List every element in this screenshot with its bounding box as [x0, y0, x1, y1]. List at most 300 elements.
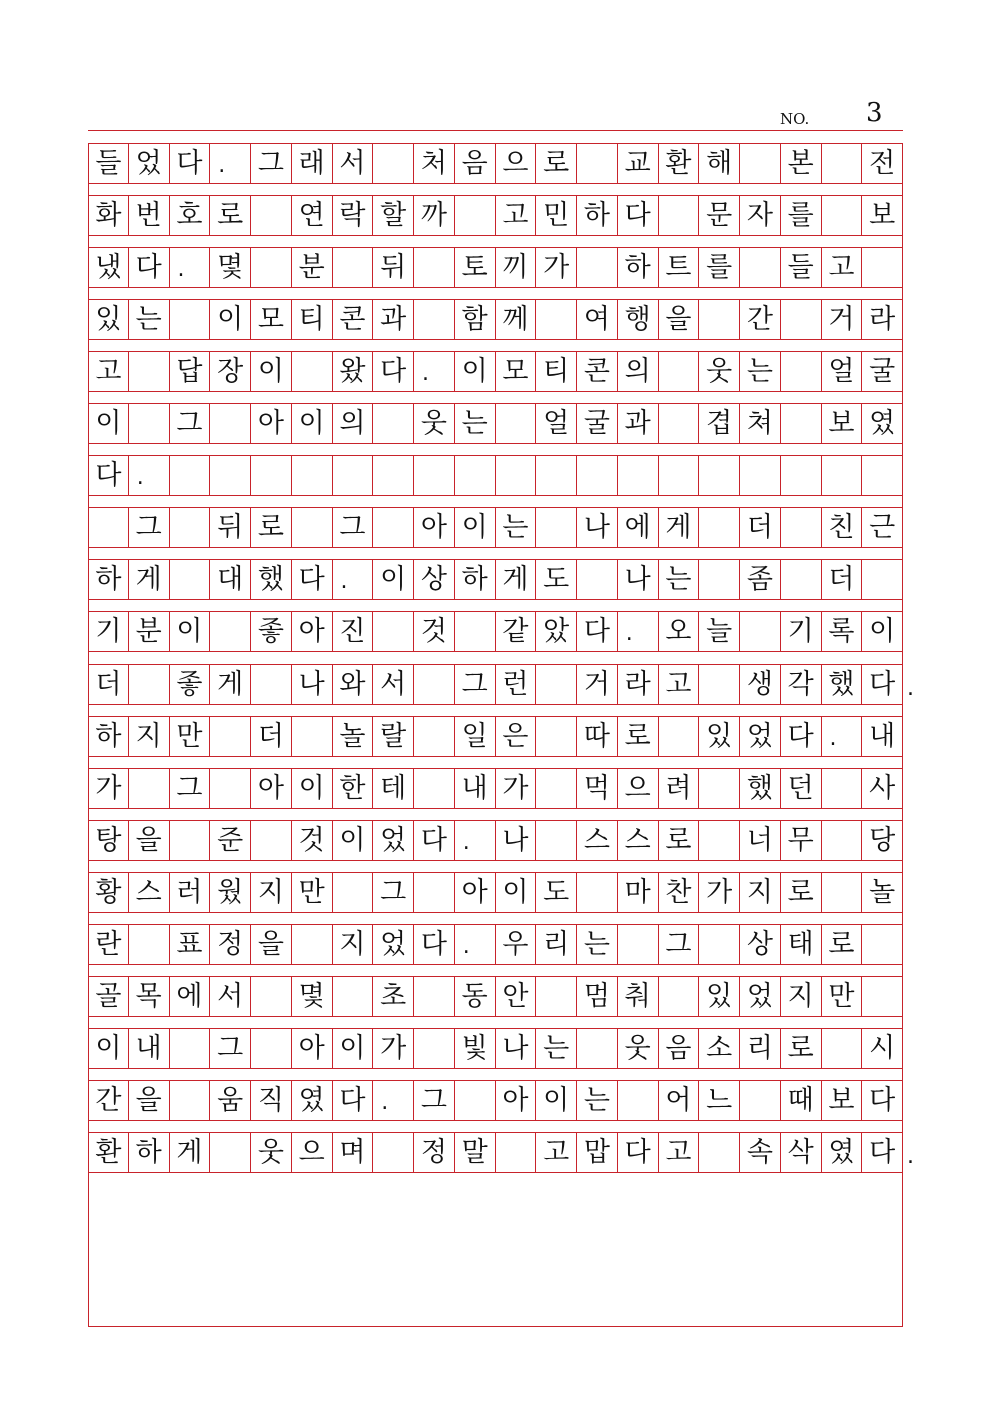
- char-cell: 웃: [251, 1133, 292, 1172]
- empty-cell: [88, 508, 129, 547]
- char-cell: 하: [88, 560, 129, 599]
- empty-cell: [251, 1029, 292, 1068]
- char-cell: 란: [88, 925, 129, 964]
- char-cell: 먹: [577, 769, 618, 808]
- char-cell: 좋: [251, 612, 292, 651]
- char-cell: 으: [618, 769, 659, 808]
- char-cell: 것: [292, 821, 333, 860]
- manuscript-row: [88, 299, 903, 340]
- char-cell: 만: [292, 873, 333, 912]
- char-cell: 웃: [699, 352, 740, 391]
- empty-cell: [577, 1029, 618, 1068]
- char-cell: 춰: [618, 977, 659, 1016]
- char-cell: 속: [740, 1133, 781, 1172]
- empty-cell: [862, 248, 903, 287]
- empty-cell: [781, 404, 822, 443]
- char-cell: 하: [88, 717, 129, 756]
- empty-cell: [781, 508, 822, 547]
- char-cell: 었: [129, 144, 170, 183]
- char-cell: 얼: [536, 404, 577, 443]
- char-cell: 초: [373, 977, 414, 1016]
- char-cell: 다: [618, 1133, 659, 1172]
- char-cell: 모: [251, 300, 292, 339]
- empty-cell: [251, 456, 292, 495]
- empty-cell: [781, 456, 822, 495]
- char-cell: .: [618, 612, 659, 651]
- char-cell: 나: [496, 821, 537, 860]
- empty-cell: [292, 456, 333, 495]
- empty-cell: [699, 925, 740, 964]
- char-cell: 로: [659, 821, 700, 860]
- char-cell: 기: [781, 612, 822, 651]
- char-cell: 겹: [699, 404, 740, 443]
- char-cell: 그: [455, 665, 496, 704]
- char-cell: 직: [251, 1081, 292, 1120]
- char-cell: 황: [88, 873, 129, 912]
- char-cell: 었: [740, 977, 781, 1016]
- char-cell: 을: [659, 300, 700, 339]
- empty-cell: [699, 665, 740, 704]
- empty-cell: [210, 1133, 251, 1172]
- char-cell: 답: [170, 352, 211, 391]
- char-cell: 놀: [333, 717, 374, 756]
- empty-cell: [414, 717, 455, 756]
- char-cell: 으: [496, 144, 537, 183]
- char-cell: 찬: [659, 873, 700, 912]
- char-cell: 는: [536, 1029, 577, 1068]
- char-cell: 다: [170, 144, 211, 183]
- char-cell: 탕: [88, 821, 129, 860]
- empty-cell: [781, 352, 822, 391]
- empty-cell: [699, 821, 740, 860]
- char-cell: 는: [740, 352, 781, 391]
- char-cell: 다: [333, 1081, 374, 1120]
- char-cell: 고: [88, 352, 129, 391]
- char-cell: 콘: [577, 352, 618, 391]
- empty-cell: [210, 456, 251, 495]
- char-cell: 를: [781, 196, 822, 235]
- manuscript-row: [88, 924, 903, 965]
- manuscript-row: [88, 1132, 903, 1173]
- empty-cell: [862, 925, 903, 964]
- char-cell: 했: [740, 769, 781, 808]
- char-cell: 좋: [170, 665, 211, 704]
- manuscript-row: [88, 559, 903, 600]
- char-cell: 콘: [333, 300, 374, 339]
- page-number: 3: [866, 98, 883, 128]
- char-cell: 은: [496, 717, 537, 756]
- empty-cell: [822, 1029, 863, 1068]
- char-cell: 민: [536, 196, 577, 235]
- char-cell: 내: [862, 717, 903, 756]
- char-cell: 로: [210, 196, 251, 235]
- char-cell: 본: [781, 144, 822, 183]
- empty-cell: [292, 508, 333, 547]
- empty-cell: [536, 456, 577, 495]
- empty-cell: [618, 456, 659, 495]
- char-cell: 보: [862, 196, 903, 235]
- char-cell: 이: [496, 873, 537, 912]
- empty-cell: [699, 300, 740, 339]
- char-cell: 환: [88, 1133, 129, 1172]
- char-cell: 나: [496, 1029, 537, 1068]
- char-cell: 진: [333, 612, 374, 651]
- char-cell: 서: [373, 665, 414, 704]
- char-cell: 을: [251, 925, 292, 964]
- manuscript-row: [88, 351, 903, 392]
- empty-cell: [781, 560, 822, 599]
- char-cell: 지: [781, 977, 822, 1016]
- char-cell: 나: [577, 508, 618, 547]
- char-cell: 을: [129, 821, 170, 860]
- empty-cell: [210, 404, 251, 443]
- char-cell: 친: [822, 508, 863, 547]
- char-cell: 맙: [577, 1133, 618, 1172]
- char-cell: 들: [781, 248, 822, 287]
- empty-cell: [699, 508, 740, 547]
- manuscript-row: [88, 247, 903, 288]
- char-cell: 이: [373, 560, 414, 599]
- char-cell: 있: [699, 717, 740, 756]
- empty-cell: [577, 873, 618, 912]
- char-cell: 같: [496, 612, 537, 651]
- char-cell: 가: [88, 769, 129, 808]
- char-cell: 는: [577, 925, 618, 964]
- char-cell: 스: [129, 873, 170, 912]
- empty-cell: [740, 248, 781, 287]
- char-cell: 이: [536, 1081, 577, 1120]
- char-cell: 에: [170, 977, 211, 1016]
- char-cell: 를: [699, 248, 740, 287]
- empty-cell: [170, 1029, 211, 1068]
- manuscript-row: [88, 143, 903, 184]
- char-cell: 행: [618, 300, 659, 339]
- empty-cell: [577, 456, 618, 495]
- char-cell: 그: [170, 404, 211, 443]
- empty-cell: [740, 1081, 781, 1120]
- char-cell: .: [333, 560, 374, 599]
- char-cell: 가: [699, 873, 740, 912]
- char-cell: 게: [210, 665, 251, 704]
- manuscript-row: [88, 611, 903, 652]
- char-cell: 게: [170, 1133, 211, 1172]
- empty-cell: [577, 560, 618, 599]
- char-cell: 스: [618, 821, 659, 860]
- char-cell: 다: [129, 248, 170, 287]
- char-cell: 상: [414, 560, 455, 599]
- char-cell: 다: [414, 925, 455, 964]
- char-cell: 고: [659, 665, 700, 704]
- char-cell: 가: [496, 769, 537, 808]
- char-cell: 굴: [577, 404, 618, 443]
- char-cell: 가: [373, 1029, 414, 1068]
- char-cell: 아: [292, 612, 333, 651]
- char-cell: 이: [251, 352, 292, 391]
- char-cell: 정: [210, 925, 251, 964]
- char-cell: 로: [781, 1029, 822, 1068]
- char-cell: .: [210, 144, 251, 183]
- char-cell: 였: [822, 1133, 863, 1172]
- char-cell: 지: [740, 873, 781, 912]
- char-cell: 목: [129, 977, 170, 1016]
- char-cell: 다: [862, 1133, 903, 1172]
- empty-cell: [740, 612, 781, 651]
- char-cell: 이: [333, 821, 374, 860]
- empty-cell: [618, 925, 659, 964]
- empty-cell: [822, 456, 863, 495]
- char-cell: 는: [455, 404, 496, 443]
- empty-cell: [251, 196, 292, 235]
- char-cell: 하: [455, 560, 496, 599]
- char-cell: 당: [862, 821, 903, 860]
- char-cell: 놀: [862, 873, 903, 912]
- char-cell: 그: [129, 508, 170, 547]
- char-cell: 나: [292, 665, 333, 704]
- char-cell: 만: [822, 977, 863, 1016]
- char-cell: 했: [822, 665, 863, 704]
- empty-cell: [373, 1133, 414, 1172]
- char-cell: 며: [333, 1133, 374, 1172]
- char-cell: 는: [496, 508, 537, 547]
- char-cell: 였: [292, 1081, 333, 1120]
- char-cell: 때: [781, 1081, 822, 1120]
- empty-cell: [659, 977, 700, 1016]
- char-cell: .: [822, 717, 863, 756]
- char-cell: 마: [618, 873, 659, 912]
- char-cell: 웃: [618, 1029, 659, 1068]
- char-cell: 몇: [292, 977, 333, 1016]
- manuscript-row: [88, 455, 903, 496]
- char-cell: 동: [455, 977, 496, 1016]
- char-cell: 의: [333, 404, 374, 443]
- char-cell: 그: [210, 1029, 251, 1068]
- char-cell: 해: [699, 144, 740, 183]
- char-cell: 께: [496, 300, 537, 339]
- char-cell: 그: [251, 144, 292, 183]
- char-cell: 었: [373, 821, 414, 860]
- char-cell: 지: [333, 925, 374, 964]
- char-cell: 어: [659, 1081, 700, 1120]
- empty-cell: [170, 560, 211, 599]
- char-cell: 사: [862, 769, 903, 808]
- empty-cell: [862, 977, 903, 1016]
- char-cell: 표: [170, 925, 211, 964]
- char-cell: 뒤: [373, 248, 414, 287]
- empty-cell: [822, 821, 863, 860]
- char-cell: 모: [496, 352, 537, 391]
- char-cell: 로: [822, 925, 863, 964]
- char-cell: 는: [129, 300, 170, 339]
- char-cell: 처: [414, 144, 455, 183]
- char-cell: 는: [659, 560, 700, 599]
- empty-cell: [129, 769, 170, 808]
- empty-cell: [659, 404, 700, 443]
- char-cell: 더: [740, 508, 781, 547]
- char-cell: 던: [781, 769, 822, 808]
- manuscript-row: [88, 507, 903, 548]
- char-cell: 대: [210, 560, 251, 599]
- empty-cell: [210, 769, 251, 808]
- char-cell: 와: [333, 665, 374, 704]
- empty-cell: [577, 248, 618, 287]
- empty-cell: [740, 456, 781, 495]
- char-cell: 전: [862, 144, 903, 183]
- empty-cell: [251, 665, 292, 704]
- char-cell: 었: [373, 925, 414, 964]
- char-cell: 음: [659, 1029, 700, 1068]
- manuscript-row: [88, 664, 903, 705]
- char-cell: 태: [781, 925, 822, 964]
- empty-cell: [659, 717, 700, 756]
- empty-cell: [699, 769, 740, 808]
- empty-cell: [414, 769, 455, 808]
- empty-cell: [251, 977, 292, 1016]
- char-cell: 문: [699, 196, 740, 235]
- char-cell: 로: [536, 144, 577, 183]
- char-cell: 서: [210, 977, 251, 1016]
- manuscript-row: [88, 976, 903, 1017]
- char-cell: 티: [536, 352, 577, 391]
- char-cell: 이: [210, 300, 251, 339]
- char-cell: 과: [618, 404, 659, 443]
- char-cell: 였: [862, 404, 903, 443]
- empty-cell: [373, 404, 414, 443]
- char-cell: 있: [699, 977, 740, 1016]
- char-cell: 내: [129, 1029, 170, 1068]
- empty-cell: [170, 300, 211, 339]
- manuscript-row: [88, 716, 903, 757]
- char-cell: 었: [740, 717, 781, 756]
- char-cell: 오: [659, 612, 700, 651]
- char-cell: 따: [577, 717, 618, 756]
- char-cell: 까: [414, 196, 455, 235]
- char-cell: 분: [292, 248, 333, 287]
- char-cell: 한: [333, 769, 374, 808]
- char-cell: 끼: [496, 248, 537, 287]
- empty-cell: [414, 665, 455, 704]
- empty-cell: [699, 560, 740, 599]
- char-cell: 고: [536, 1133, 577, 1172]
- char-cell: 내: [455, 769, 496, 808]
- empty-cell: [210, 717, 251, 756]
- page-number-label: NO.: [780, 110, 810, 128]
- empty-cell: [822, 873, 863, 912]
- empty-cell: [781, 300, 822, 339]
- char-cell: .: [414, 352, 455, 391]
- char-cell: 이: [455, 352, 496, 391]
- char-cell: .: [373, 1081, 414, 1120]
- empty-cell: [333, 873, 374, 912]
- char-cell: 로: [251, 508, 292, 547]
- char-cell: 다: [414, 821, 455, 860]
- char-cell: 번: [129, 196, 170, 235]
- empty-cell: [536, 977, 577, 1016]
- char-cell: 테: [373, 769, 414, 808]
- char-cell: 로: [781, 873, 822, 912]
- empty-cell: [373, 508, 414, 547]
- empty-cell: [536, 717, 577, 756]
- char-cell: 그: [414, 1081, 455, 1120]
- char-cell: 보: [822, 404, 863, 443]
- char-cell: 연: [292, 196, 333, 235]
- char-cell: 리: [740, 1029, 781, 1068]
- empty-cell: [822, 144, 863, 183]
- char-cell: 근: [862, 508, 903, 547]
- char-cell: 했: [251, 560, 292, 599]
- empty-cell: [536, 508, 577, 547]
- char-cell: 왔: [333, 352, 374, 391]
- char-cell: 할: [373, 196, 414, 235]
- char-cell: 아: [496, 1081, 537, 1120]
- empty-cell: [129, 665, 170, 704]
- empty-cell: [333, 977, 374, 1016]
- char-cell: 굴: [862, 352, 903, 391]
- manuscript-row: [88, 403, 903, 444]
- char-cell: 리: [536, 925, 577, 964]
- char-cell: 게: [659, 508, 700, 547]
- empty-cell: [536, 821, 577, 860]
- char-cell: 을: [129, 1081, 170, 1120]
- char-cell: 생: [740, 665, 781, 704]
- empty-cell: [618, 1081, 659, 1120]
- char-cell: 래: [292, 144, 333, 183]
- empty-cell: [129, 352, 170, 391]
- empty-cell: [129, 404, 170, 443]
- char-cell: 도: [536, 873, 577, 912]
- char-cell: 토: [455, 248, 496, 287]
- empty-cell: [170, 456, 211, 495]
- empty-cell: [455, 1081, 496, 1120]
- empty-cell: [536, 300, 577, 339]
- char-cell: 간: [88, 1081, 129, 1120]
- empty-cell: [333, 248, 374, 287]
- char-cell: 그: [373, 873, 414, 912]
- char-cell: 아: [251, 404, 292, 443]
- char-cell: 이: [862, 612, 903, 651]
- char-cell: 더: [251, 717, 292, 756]
- char-cell: 움: [210, 1081, 251, 1120]
- char-cell: 음: [455, 144, 496, 183]
- char-cell: 도: [536, 560, 577, 599]
- empty-cell: [822, 769, 863, 808]
- manuscript-row: [88, 195, 903, 236]
- char-cell: 의: [618, 352, 659, 391]
- char-cell: 빛: [455, 1029, 496, 1068]
- char-cell: 라: [862, 300, 903, 339]
- char-cell: 이: [170, 612, 211, 651]
- char-cell: 아: [455, 873, 496, 912]
- empty-cell: [659, 456, 700, 495]
- char-cell: 지: [129, 717, 170, 756]
- char-cell: 하: [577, 196, 618, 235]
- empty-cell: [862, 560, 903, 599]
- empty-cell: [496, 1133, 537, 1172]
- char-cell: 나: [618, 560, 659, 599]
- char-cell: 거: [822, 300, 863, 339]
- char-cell: 소: [699, 1029, 740, 1068]
- char-cell: 았: [536, 612, 577, 651]
- char-cell: 이: [292, 404, 333, 443]
- char-cell: 호: [170, 196, 211, 235]
- char-cell: 거: [577, 665, 618, 704]
- empty-cell: [536, 769, 577, 808]
- char-cell: 정: [414, 1133, 455, 1172]
- empty-cell: [455, 196, 496, 235]
- char-cell: 환: [659, 144, 700, 183]
- char-cell: 느: [699, 1081, 740, 1120]
- char-cell: 다: [862, 1081, 903, 1120]
- empty-cell: [740, 144, 781, 183]
